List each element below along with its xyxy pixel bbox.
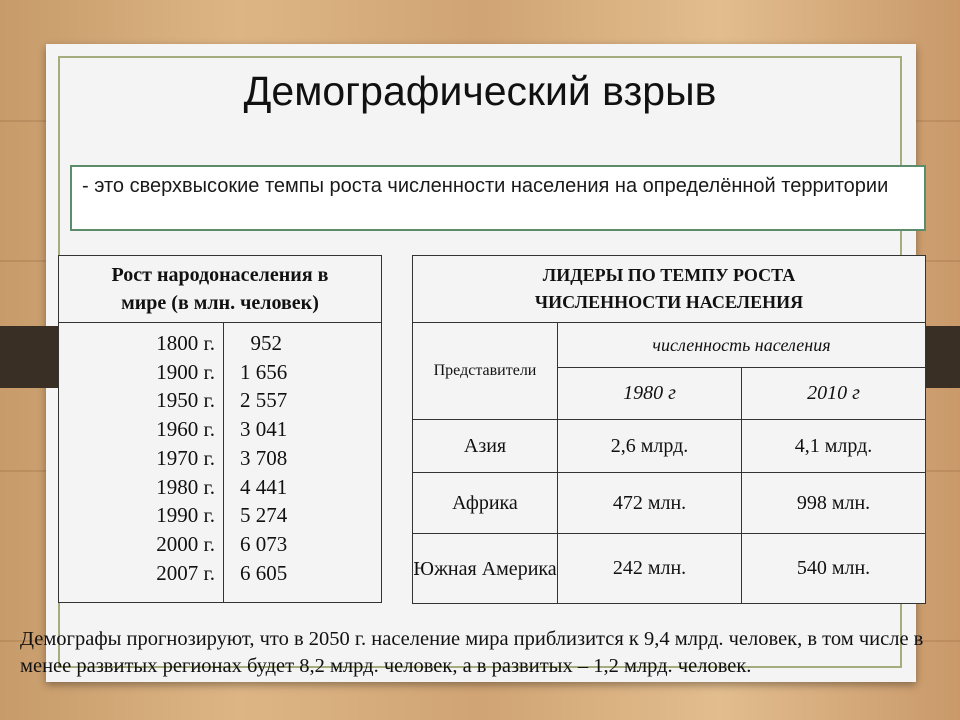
header-line: мире (в млн. человек) [121,292,319,314]
table-row [413,534,926,604]
value-1980-cell: 242 млн. [558,534,742,604]
definition-box: - это сверхвысокие темпы роста численности населения на определённой территории [70,165,926,231]
year-cell: 1980 г. [156,474,215,499]
world-population-table [58,255,382,603]
growth-leaders-table [412,255,926,604]
year-cell: 1960 г. [156,417,215,442]
year-cell: 1900 г. [156,359,215,384]
table-row [413,473,926,534]
value-2010-cell: 998 млн. [742,473,926,534]
year-cell: 2007 г. [156,560,215,585]
population-cell: 3 708 [240,445,288,470]
table-row [413,420,926,473]
value-1980-cell: 2,6 млрд. [558,420,742,473]
year-cell: 1950 г. [156,388,215,413]
region-cell: Южная Америка [413,534,558,604]
population-cell: 2 557 [240,388,288,413]
region-cell: Азия [413,420,558,473]
population-column [224,323,382,603]
population-count-header: численность населения [558,323,926,368]
population-cell: 4 441 [240,474,288,499]
representatives-header: Представители [413,323,558,420]
header-line: ЧИСЛЕННОСТИ НАСЕЛЕНИЯ [534,292,804,312]
population-cell: 1 656 [240,359,288,384]
growth-leaders-header [413,256,926,323]
population-cell: 6 605 [240,560,288,585]
population-cell: 952 [240,331,282,355]
year-cell: 2000 г. [156,531,215,556]
population-cell: 5 274 [240,503,288,528]
header-line: Рост народонаселения в [111,264,329,286]
year-cell: 1800 г. [156,331,215,355]
forecast-text: Демографы прогнозируют, что в 2050 г. население мира приблизится к 9,4 млрд. человек, в том числе в менее развитых регионах будет 8,2 млрд. человек, а в развитых – 1,2 млрд. человек. [20,628,924,677]
years-column [59,323,224,603]
year-cell: 1990 г. [156,503,215,528]
value-1980-cell: 472 млн. [558,473,742,534]
value-2010-cell: 4,1 млрд. [742,420,926,473]
year-cell: 1970 г. [156,445,215,470]
world-population-header [59,256,382,323]
region-cell: Африка [413,473,558,534]
year-2010-header: 2010 г [742,368,926,420]
slide-title: Демографический взрыв [243,68,717,114]
year-1980-header: 1980 г [558,368,742,420]
population-cell: 6 073 [240,531,288,556]
header-line: ЛИДЕРЫ ПО ТЕМПУ РОСТА [542,265,796,285]
value-2010-cell: 540 млн. [742,534,926,604]
population-cell: 3 041 [240,417,288,442]
